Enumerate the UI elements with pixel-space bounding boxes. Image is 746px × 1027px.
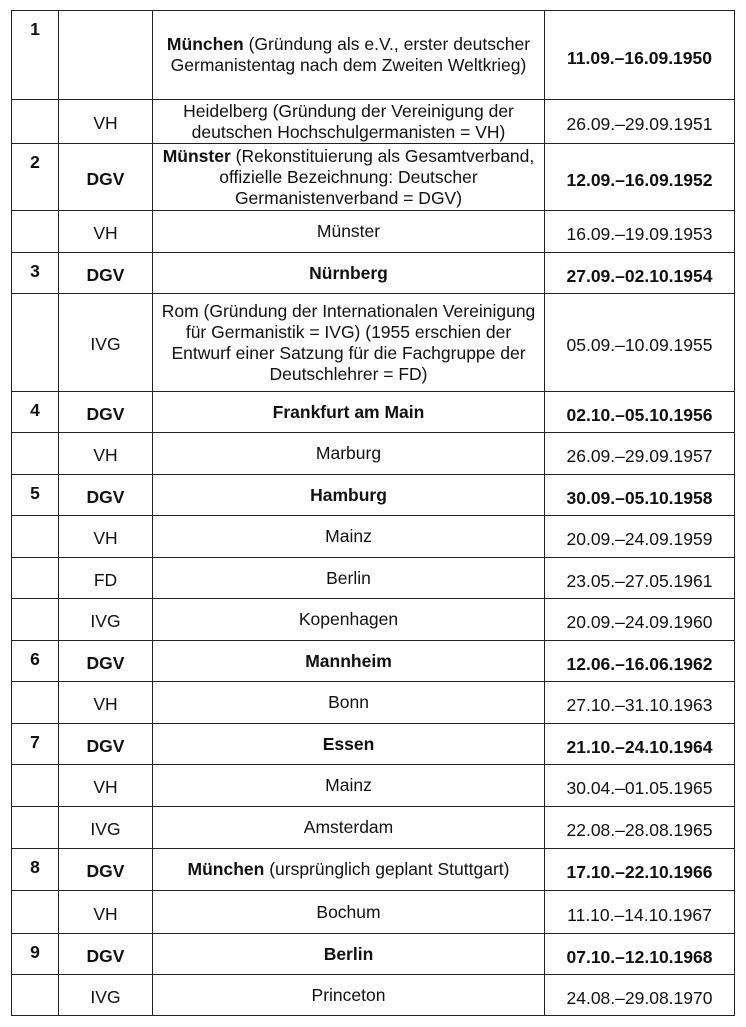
place-description: Princeton — [311, 984, 386, 1005]
table-row — [12, 475, 735, 516]
organization-cell: VH — [59, 765, 153, 807]
table-row — [12, 724, 735, 765]
date-cell: 22.08.–28.08.1965 — [545, 807, 735, 849]
congress-number-cell — [12, 765, 59, 807]
organization-cell: VH — [59, 100, 153, 144]
congress-number-cell — [12, 975, 59, 1016]
table-row — [12, 144, 735, 211]
congress-number-cell: 4 — [12, 392, 59, 433]
organization-cell: VH — [59, 682, 153, 724]
place-description: Rom (Gründung der Internationalen Vereinigung für Germanistik = IVG) (1955 erschien der Entwurf einer Satzung für die Fachgruppe der Deutschlehrer = FD) — [161, 300, 536, 384]
place-cell — [153, 294, 545, 392]
date-cell: 12.06.–16.06.1962 — [545, 641, 735, 682]
place-description: Kopenhagen — [298, 609, 399, 629]
congress-number-cell: 8 — [12, 849, 59, 891]
congress-number-cell: 9 — [12, 934, 59, 975]
place-description: Berlin — [326, 567, 371, 588]
organization-cell: DGV — [59, 724, 153, 765]
congress-number-cell — [12, 891, 59, 934]
place-description: Marburg — [315, 443, 382, 463]
organization-cell: VH — [59, 211, 153, 253]
organization-cell: DGV — [59, 475, 153, 516]
place-cell — [153, 433, 545, 475]
place-description: Münster — [316, 221, 381, 241]
congress-number-cell: 6 — [12, 641, 59, 682]
place-name-bold: München — [166, 34, 244, 54]
date-cell: 27.10.–31.10.1963 — [545, 682, 735, 724]
place-description: Amsterdam — [303, 817, 394, 837]
congress-number-cell: 5 — [12, 475, 59, 516]
date-cell: 11.10.–14.10.1967 — [545, 891, 735, 934]
congress-number-cell — [12, 807, 59, 849]
place-description: Mainz — [325, 775, 372, 795]
organization-cell: DGV — [59, 641, 153, 682]
place-description: Mainz — [325, 526, 372, 546]
date-cell: 23.05.–27.05.1961 — [545, 558, 735, 599]
place-description: Bonn — [328, 692, 369, 712]
congress-number-cell: 7 — [12, 724, 59, 765]
congress-number-cell — [12, 558, 59, 599]
congress-number-cell — [12, 599, 59, 641]
date-cell: 16.09.–19.09.1953 — [545, 211, 735, 253]
organization-cell: DGV — [59, 934, 153, 975]
table-row — [12, 558, 735, 599]
congress-number-cell: 2 — [12, 144, 59, 211]
date-cell: 07.10.–12.10.1968 — [545, 934, 735, 975]
organization-cell: DGV — [59, 392, 153, 433]
place-cell — [153, 100, 545, 144]
congress-number-cell — [12, 211, 59, 253]
date-cell: 20.09.–24.09.1959 — [545, 516, 735, 558]
date-cell: 27.09.–02.10.1954 — [545, 253, 735, 294]
place-name-bold: Hamburg — [310, 484, 387, 505]
place-cell — [153, 253, 545, 294]
organization-cell: DGV — [59, 253, 153, 294]
organization-cell: IVG — [59, 807, 153, 849]
place-cell — [153, 11, 545, 100]
congress-number-cell — [12, 682, 59, 724]
congress-number-cell — [12, 433, 59, 475]
date-cell: 30.04.–01.05.1965 — [545, 765, 735, 807]
place-name-bold: Berlin — [323, 943, 374, 964]
table-row — [12, 641, 735, 682]
place-description: (Gründung als e.V., erster deutscher Germanistentag nach dem Zweiten Weltkrieg) — [170, 34, 531, 75]
table-row — [12, 934, 735, 975]
date-cell: 12.09.–16.09.1952 — [545, 144, 735, 211]
place-cell — [153, 392, 545, 433]
organization-cell: DGV — [59, 849, 153, 891]
table-row — [12, 975, 735, 1016]
place-name-bold: Mannheim — [305, 650, 392, 671]
place-cell — [153, 641, 545, 682]
congress-number-cell: 3 — [12, 253, 59, 294]
place-name-bold: Essen — [322, 733, 375, 754]
organization-cell: FD — [59, 558, 153, 599]
date-cell: 05.09.–10.09.1955 — [545, 294, 735, 392]
congress-number-cell — [12, 516, 59, 558]
congress-number-cell: 1 — [12, 11, 59, 100]
place-cell — [153, 516, 545, 558]
date-cell: 30.09.–05.10.1958 — [545, 475, 735, 516]
place-cell — [153, 849, 545, 891]
date-cell: 11.09.–16.09.1950 — [545, 11, 735, 100]
place-cell — [153, 807, 545, 849]
organization-cell: DGV — [59, 144, 153, 211]
place-cell — [153, 599, 545, 641]
table-row — [12, 516, 735, 558]
table-row — [12, 765, 735, 807]
place-cell — [153, 682, 545, 724]
organization-cell: IVG — [59, 975, 153, 1016]
place-cell — [153, 934, 545, 975]
organization-cell: VH — [59, 891, 153, 934]
date-cell: 17.10.–22.10.1966 — [545, 849, 735, 891]
place-name-bold: Frankfurt am Main — [272, 401, 425, 422]
place-cell — [153, 558, 545, 599]
date-cell: 26.09.–29.09.1951 — [545, 100, 735, 144]
table-row — [12, 682, 735, 724]
place-cell — [153, 724, 545, 765]
place-name-bold: Münster — [162, 145, 231, 166]
table-row — [12, 891, 735, 934]
table-row — [12, 849, 735, 891]
place-description: Heidelberg (Gründung der Vereinigung der deutschen Hochschulgermanisten = VH) — [183, 100, 514, 142]
table-row — [12, 294, 735, 392]
table-row — [12, 599, 735, 641]
place-cell — [153, 975, 545, 1016]
place-cell — [153, 765, 545, 807]
date-cell: 21.10.–24.10.1964 — [545, 724, 735, 765]
organization-cell — [59, 11, 153, 100]
organization-cell: VH — [59, 433, 153, 475]
date-cell: 26.09.–29.09.1957 — [545, 433, 735, 475]
place-description: (Rekonstituierung als Gesamtverband, offizielle Bezeichnung: Deutscher Germanistenverband = DGV) — [219, 145, 535, 208]
organization-cell: IVG — [59, 599, 153, 641]
place-cell — [153, 144, 545, 211]
table-row — [12, 807, 735, 849]
place-cell — [153, 891, 545, 934]
table-row — [12, 253, 735, 294]
organization-cell: IVG — [59, 294, 153, 392]
place-description: Bochum — [316, 901, 381, 922]
place-description: (ursprünglich geplant Stuttgart) — [264, 859, 510, 879]
place-name-bold: München — [187, 859, 265, 879]
congress-number-cell — [12, 294, 59, 392]
congress-number-cell — [12, 100, 59, 144]
congress-table-body — [12, 11, 735, 1016]
date-cell: 02.10.–05.10.1956 — [545, 392, 735, 433]
place-cell — [153, 211, 545, 253]
table-row — [12, 11, 735, 100]
table-row — [12, 433, 735, 475]
place-cell — [153, 475, 545, 516]
date-cell: 20.09.–24.09.1960 — [545, 599, 735, 641]
table-row — [12, 100, 735, 144]
place-name-bold: Nürnberg — [309, 262, 388, 283]
organization-cell: VH — [59, 516, 153, 558]
congress-table — [11, 10, 735, 1016]
table-row — [12, 392, 735, 433]
table-row — [12, 211, 735, 253]
date-cell: 24.08.–29.08.1970 — [545, 975, 735, 1016]
